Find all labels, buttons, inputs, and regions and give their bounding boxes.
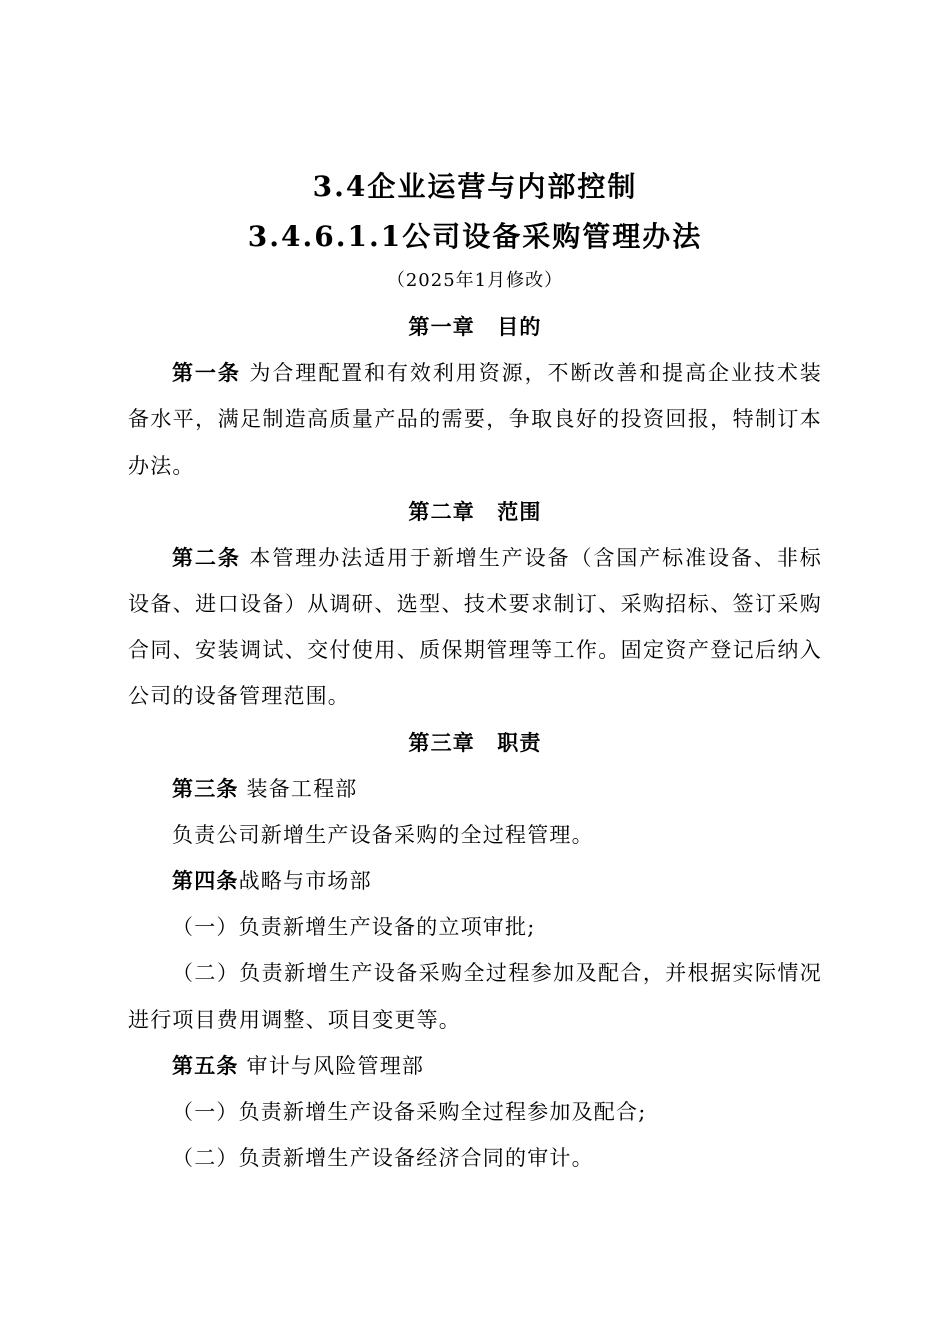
article-3-dept: 装备工程部 (246, 777, 358, 801)
document-subtitle: 3.4.6.1.1公司设备采购管理办法 (247, 220, 703, 253)
article-4-item-2-line-2: 进行项目费用调整、项目变更等。 (128, 1008, 461, 1032)
article-3-line (172, 774, 822, 804)
article-5-item-2: （二）负责新增生产设备经济合同的审计。 (172, 1146, 594, 1170)
article-2-label: 第二条 (172, 545, 241, 570)
article-2-line-4: 公司的设备管理范围。 (128, 684, 350, 708)
article-1-label: 第一条 (172, 360, 241, 385)
article-4-item-2-line-1: （二）负责新增生产设备采购全过程参加及配合，并根据实际情况 (172, 961, 822, 985)
revision-note: （2025年1月修改） (386, 270, 564, 291)
article-4-item-1: （一）负责新增生产设备的立项审批; (172, 915, 536, 939)
article-5-label: 第五条 (172, 1053, 239, 1078)
document-title: 3.4企业运营与内部控制 (312, 170, 638, 203)
chapter-3-heading: 第三章 职责 (408, 730, 542, 755)
chapter-1-heading: 第一章 目的 (408, 314, 542, 339)
article-2-text: 本管理办法适用于新增生产设备（含国产标准设备、非标 (249, 546, 822, 570)
article-1-line-1 (172, 358, 822, 388)
article-3-body: 负责公司新增生产设备采购的全过程管理。 (172, 823, 594, 847)
article-5-dept: 审计与风险管理部 (246, 1054, 425, 1078)
article-2-line-3: 合同、安装调试、交付使用、质保期管理等工作。固定资产登记后纳入 (128, 638, 822, 662)
article-1-text: 为合理配置和有效利用资源，不断改善和提高企业技术装 (249, 361, 822, 385)
article-5-line (172, 1051, 822, 1081)
chapter-2-heading: 第二章 范围 (408, 499, 542, 524)
article-1-line-3: 办法。 (128, 454, 195, 478)
article-1-line-2: 备水平，满足制造高质量产品的需要，争取良好的投资回报，特制订本 (128, 407, 822, 431)
article-5-item-1: （一）负责新增生产设备采购全过程参加及配合; (172, 1100, 647, 1124)
article-2-line-1 (172, 543, 822, 573)
article-4-dept: 战略与市场部 (238, 869, 372, 893)
article-4-line (172, 866, 822, 896)
article-4-label: 第四条 (172, 868, 239, 893)
article-2-line-2: 设备、进口设备）从调研、选型、技术要求制订、采购招标、签订采购 (128, 592, 822, 616)
article-3-label: 第三条 (172, 776, 239, 801)
